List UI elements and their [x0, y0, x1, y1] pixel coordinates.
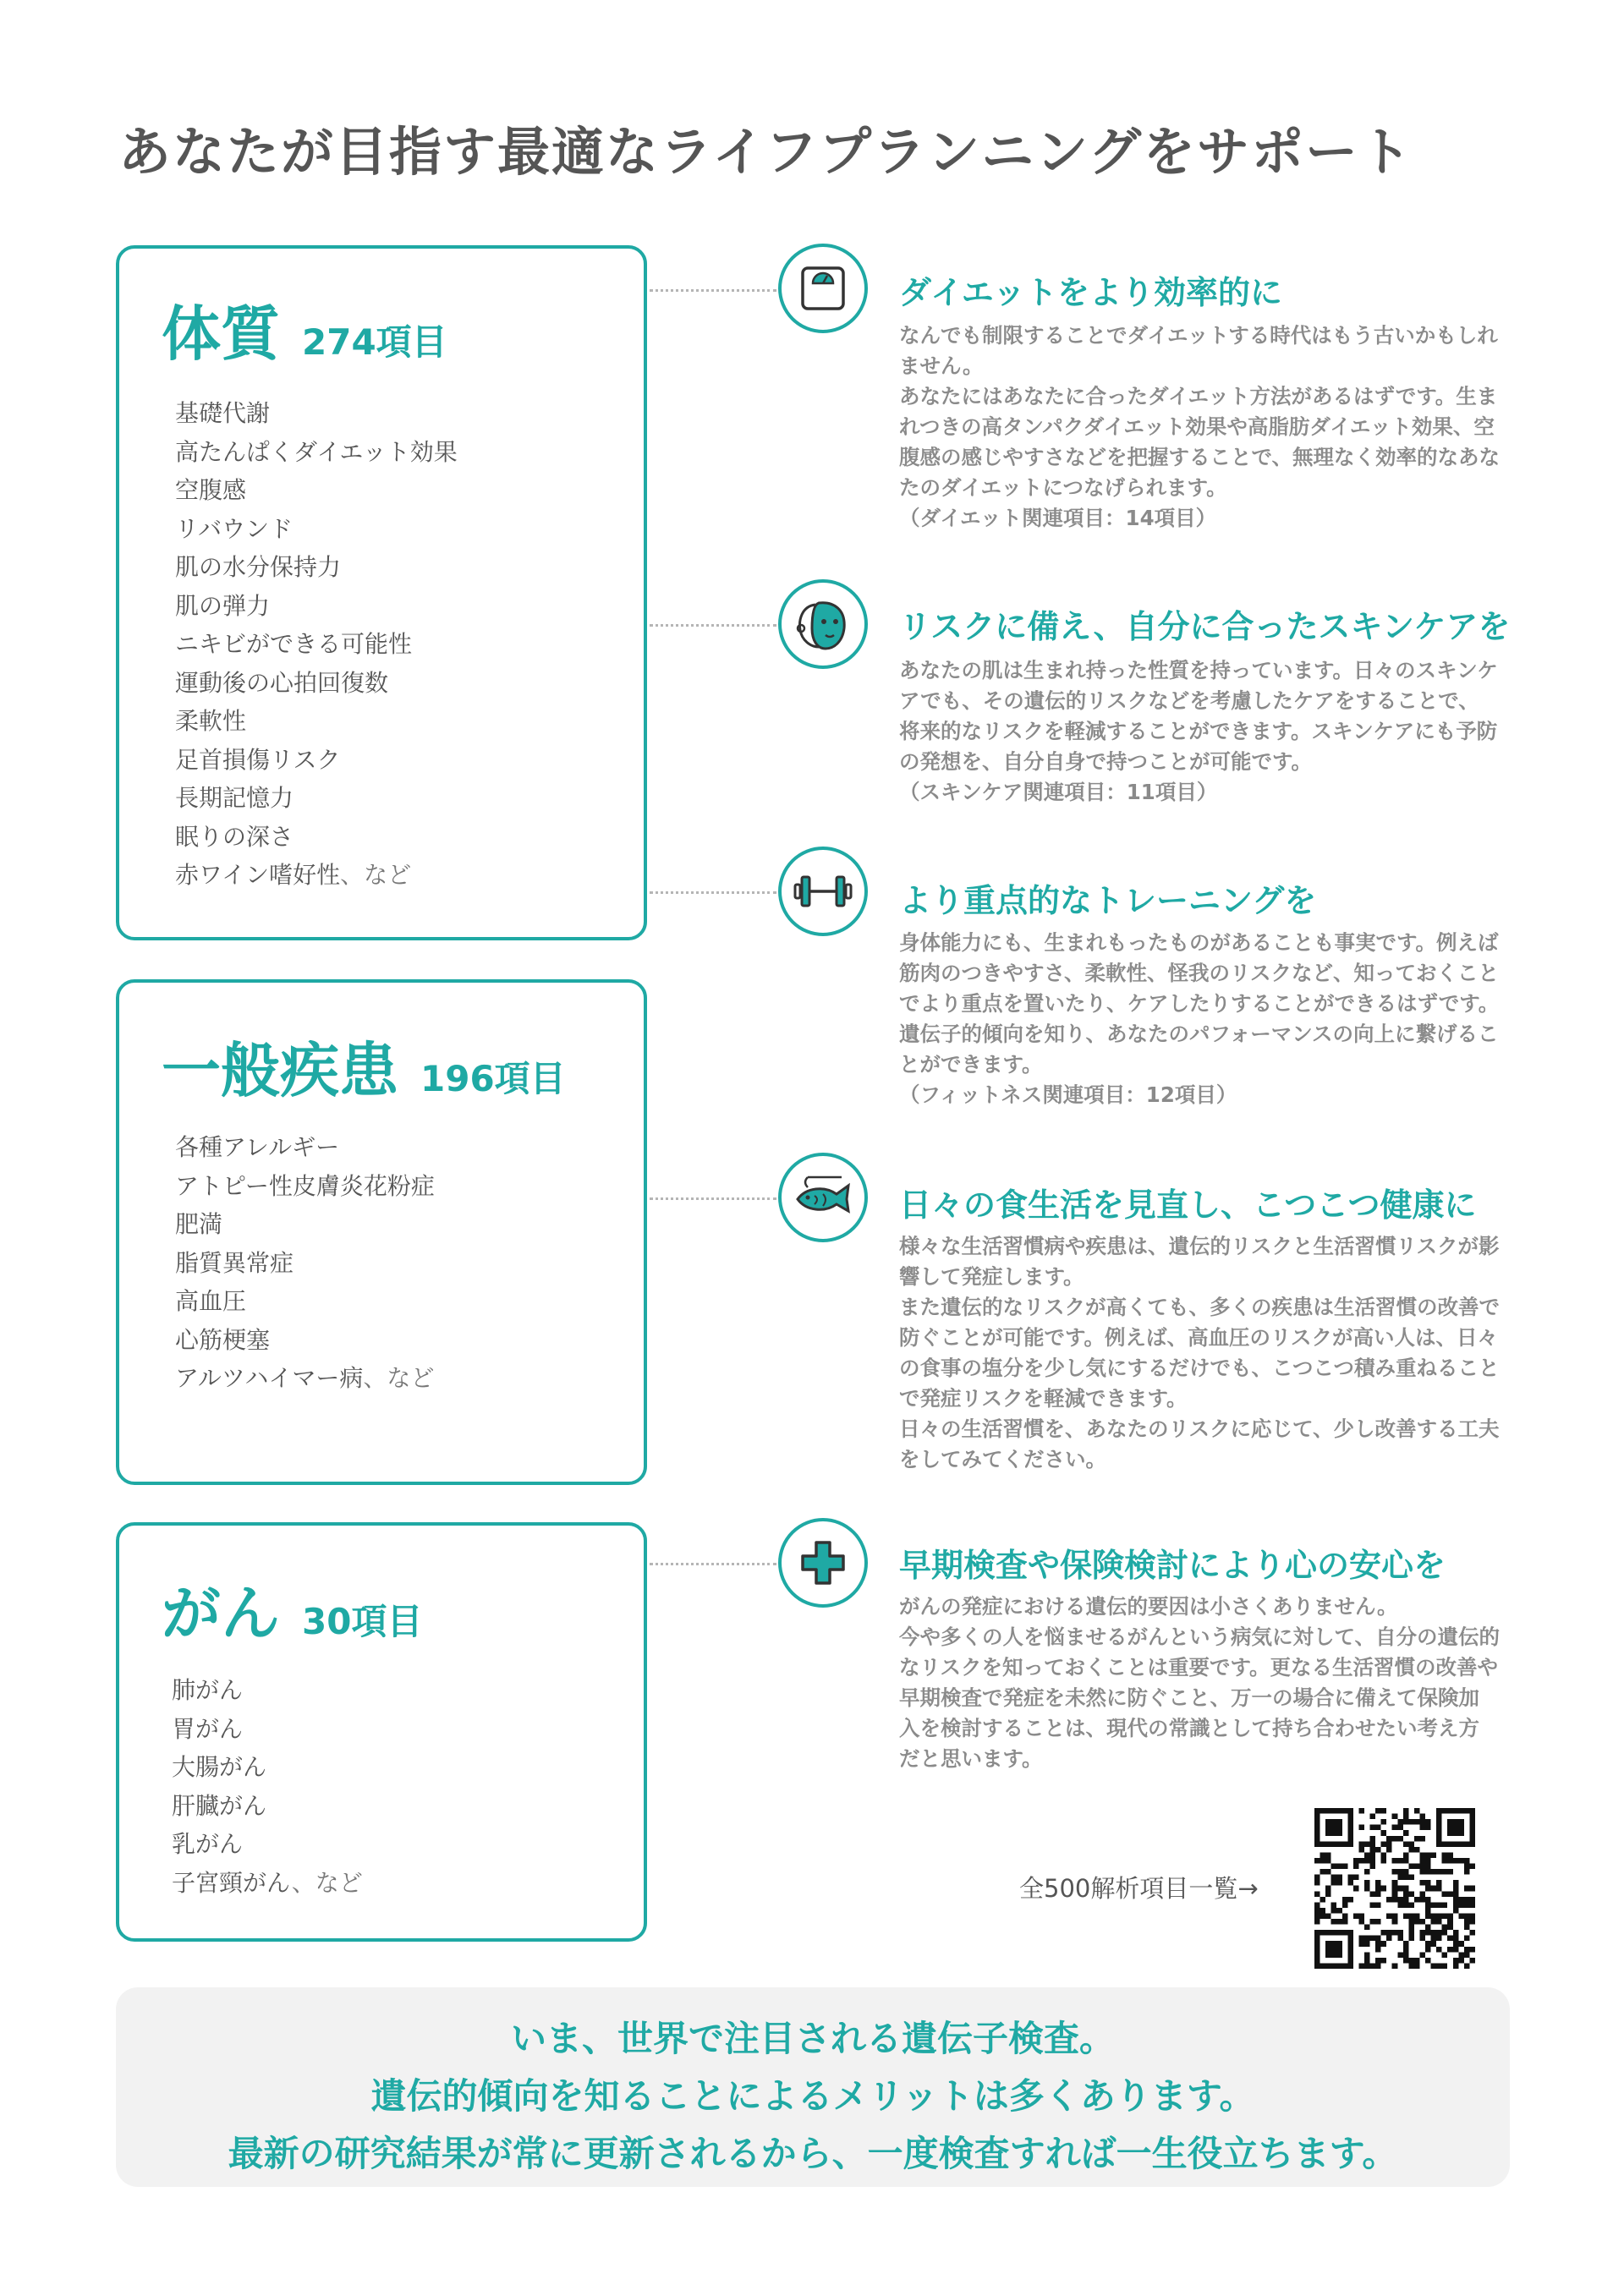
face-mask-icon-circle	[778, 579, 868, 669]
banner-line: いま、世界で注目される遺伝子検査。	[510, 2018, 1115, 2059]
benefit-body-diet-habits	[899, 1231, 1500, 1475]
category-count: 196項目	[420, 1058, 566, 1099]
list-item: 胃がん	[172, 1714, 244, 1743]
list-item: 大腸がん	[172, 1753, 267, 1781]
benefit-paragraph: あなたにはあなたに合ったダイエット方法があるはずです。生まれつきの高タンパクダイエット効果や高脂肪ダイエット効果、空腹感の感じやすさなどを把握することで、無理なく効率的なあなたのダイエットにつなげられます。	[899, 384, 1501, 500]
fish-icon	[791, 1172, 855, 1223]
category-count: 30項目	[302, 1601, 423, 1642]
benefit-paragraph: 身体能力にも、生まれもったものがあることも事実です。例えば筋肉のつきやすさ、柔軟性、怪我のリスクなど、知っておくことでより重点を置いたり、ケアしたりすることができるはずです。遺伝子的傾向を知り、あなたのパフォーマンスの向上に繋げることができます。	[899, 930, 1500, 1077]
dumbbell-icon	[793, 870, 853, 912]
benefit-title-checkup: 早期検査や保険検討により心の安心を	[899, 1547, 1446, 1584]
list-item-suffix: 、など	[340, 861, 412, 889]
category-title: 体質	[162, 299, 280, 369]
list-item-label: アルツハイマー病	[175, 1364, 364, 1392]
list-item: 肌の水分保持力	[175, 553, 342, 581]
benefit-body-skincare	[899, 655, 1500, 808]
benefit-title-diet-habits: 日々の食生活を見直し、こつこつ健康に	[899, 1186, 1477, 1224]
list-item: 高血圧	[175, 1287, 247, 1315]
benefit-paragraph: また遺伝的なリスクが高くても、多くの疾患は生活習慣の改善で防ぐことが可能です。例えば、高血圧のリスクが高い人は、日々の食事の塩分を少し気にするだけでも、こつこつ積み重ねることで発症リスクを軽減できます。	[899, 1295, 1501, 1411]
benefit-title-diet: ダイエットをより効率的に	[899, 274, 1282, 311]
benefit-paragraph: がんの発症における遺伝的要因は小さくありません。	[899, 1594, 1398, 1619]
list-item: リバウンド	[175, 514, 294, 543]
list-item: 柔軟性	[175, 707, 247, 735]
list-item: 肺がん	[172, 1676, 244, 1704]
scale-icon	[798, 263, 848, 314]
dotted-connector	[650, 1563, 776, 1565]
medical-cross-icon-circle	[778, 1518, 868, 1608]
qr-link-label[interactable]: 全500解析項目一覧→	[1019, 1874, 1259, 1903]
benefit-title-training: より重点的なトレーニングを	[899, 882, 1317, 919]
category-box-general-diseases	[116, 979, 647, 1485]
list-item-last	[175, 1359, 435, 1398]
category-item-list	[175, 394, 458, 895]
list-item: 各種アレルギー	[175, 1133, 340, 1161]
category-box-cancer	[116, 1522, 647, 1942]
list-item: 脂質異常症	[175, 1248, 294, 1277]
medical-cross-icon	[798, 1537, 848, 1588]
benefit-paragraph: なんでも制限することでダイエットする時代はもう古いかもしれません。	[899, 323, 1498, 378]
category-title: 一般疾患	[162, 1036, 398, 1105]
benefit-paragraph: 様々な生活習慣病や疾患は、遺伝的リスクと生活習慣リスクが影響して発症します。	[899, 1234, 1500, 1289]
list-item: 高たんぱくダイエット効果	[175, 437, 458, 466]
list-item: 肝臓がん	[172, 1791, 267, 1820]
page-title: あなたが目指す最適なライフプランニングをサポート	[118, 121, 1414, 183]
dotted-connector	[650, 289, 776, 292]
bottom-banner	[116, 1987, 1510, 2187]
banner-line: 最新の研究結果が常に更新されるから、一度検査すれば一生役立ちます。	[228, 2133, 1398, 2174]
benefit-body-checkup	[899, 1592, 1500, 1774]
benefit-title-skincare: リスクに備え、自分に合ったスキンケアを	[899, 608, 1511, 645]
list-item: 心筋梗塞	[175, 1325, 271, 1354]
list-item: ニキビができる可能性	[175, 630, 413, 658]
list-item: 肥満	[175, 1210, 223, 1238]
dumbbell-icon-circle	[778, 847, 868, 936]
list-item: 空腹感	[175, 476, 247, 504]
list-item: 乳がん	[172, 1830, 244, 1858]
benefit-paragraph: 今や多くの人を悩ませるがんという病気に対して、自分の遺伝的なリスクを知っておくことは重要です。更なる生活習慣の改善や早期検査で発症を未然に防ぐこと、万一の場合に備えて保険加入を検討することは、現代の常識として持ち合わせたい考え方だと思います。	[899, 1625, 1501, 1771]
benefit-body-training	[899, 928, 1500, 1110]
category-box-constitution	[116, 245, 647, 940]
banner-line: 遺伝的傾向を知ることによるメリットは多くあります。	[370, 2075, 1255, 2117]
list-item: 運動後の心拍回復数	[175, 668, 389, 697]
category-item-list	[175, 1128, 435, 1398]
list-item-last	[175, 856, 458, 895]
list-item: 長期記憶力	[175, 784, 294, 812]
benefit-paragraph: 日々の生活習慣を、あなたのリスクに応じて、少し改善する工夫をしてみてください。	[899, 1417, 1500, 1471]
list-item-label: 赤ワイン嗜好性	[175, 861, 341, 889]
dotted-connector	[650, 624, 776, 627]
category-title: がん	[162, 1579, 280, 1648]
benefit-paragraph: （フィットネス関連項目：12項目）	[899, 1082, 1237, 1107]
list-item: 足首損傷リスク	[175, 745, 341, 774]
category-item-list	[172, 1671, 363, 1902]
list-item-last	[172, 1864, 363, 1903]
scale-icon-circle	[778, 244, 868, 333]
list-item-label: 子宮頸がん	[172, 1868, 292, 1897]
dotted-connector	[650, 1197, 776, 1200]
category-count: 274項目	[302, 321, 447, 363]
list-item-suffix: 、など	[291, 1868, 363, 1897]
list-item: 基礎代謝	[175, 399, 271, 427]
benefit-paragraph: （スキンケア関連項目：11項目）	[899, 780, 1218, 804]
face-mask-icon	[790, 591, 856, 657]
benefit-paragraph: あなたの肌は生まれ持った性質を持っています。日々のスキンケアでも、その遺伝的リスクなどを考慮したケアをすることで、将来的なリスクを軽減することができます。スキンケアにも予防の発想を、自分自身で持つことが可能です。	[899, 658, 1498, 774]
fish-icon-circle	[778, 1153, 868, 1242]
benefit-paragraph: （ダイエット関連項目：14項目）	[899, 506, 1217, 530]
dotted-connector	[650, 891, 776, 894]
list-item: 眠りの深さ	[175, 822, 294, 851]
list-item-suffix: 、など	[363, 1364, 435, 1392]
qr-code-icon[interactable]	[1314, 1808, 1475, 1969]
benefit-body-diet	[899, 321, 1500, 534]
list-item: アトピー性皮膚炎花粉症	[175, 1171, 435, 1200]
list-item: 肌の弾力	[175, 591, 271, 620]
